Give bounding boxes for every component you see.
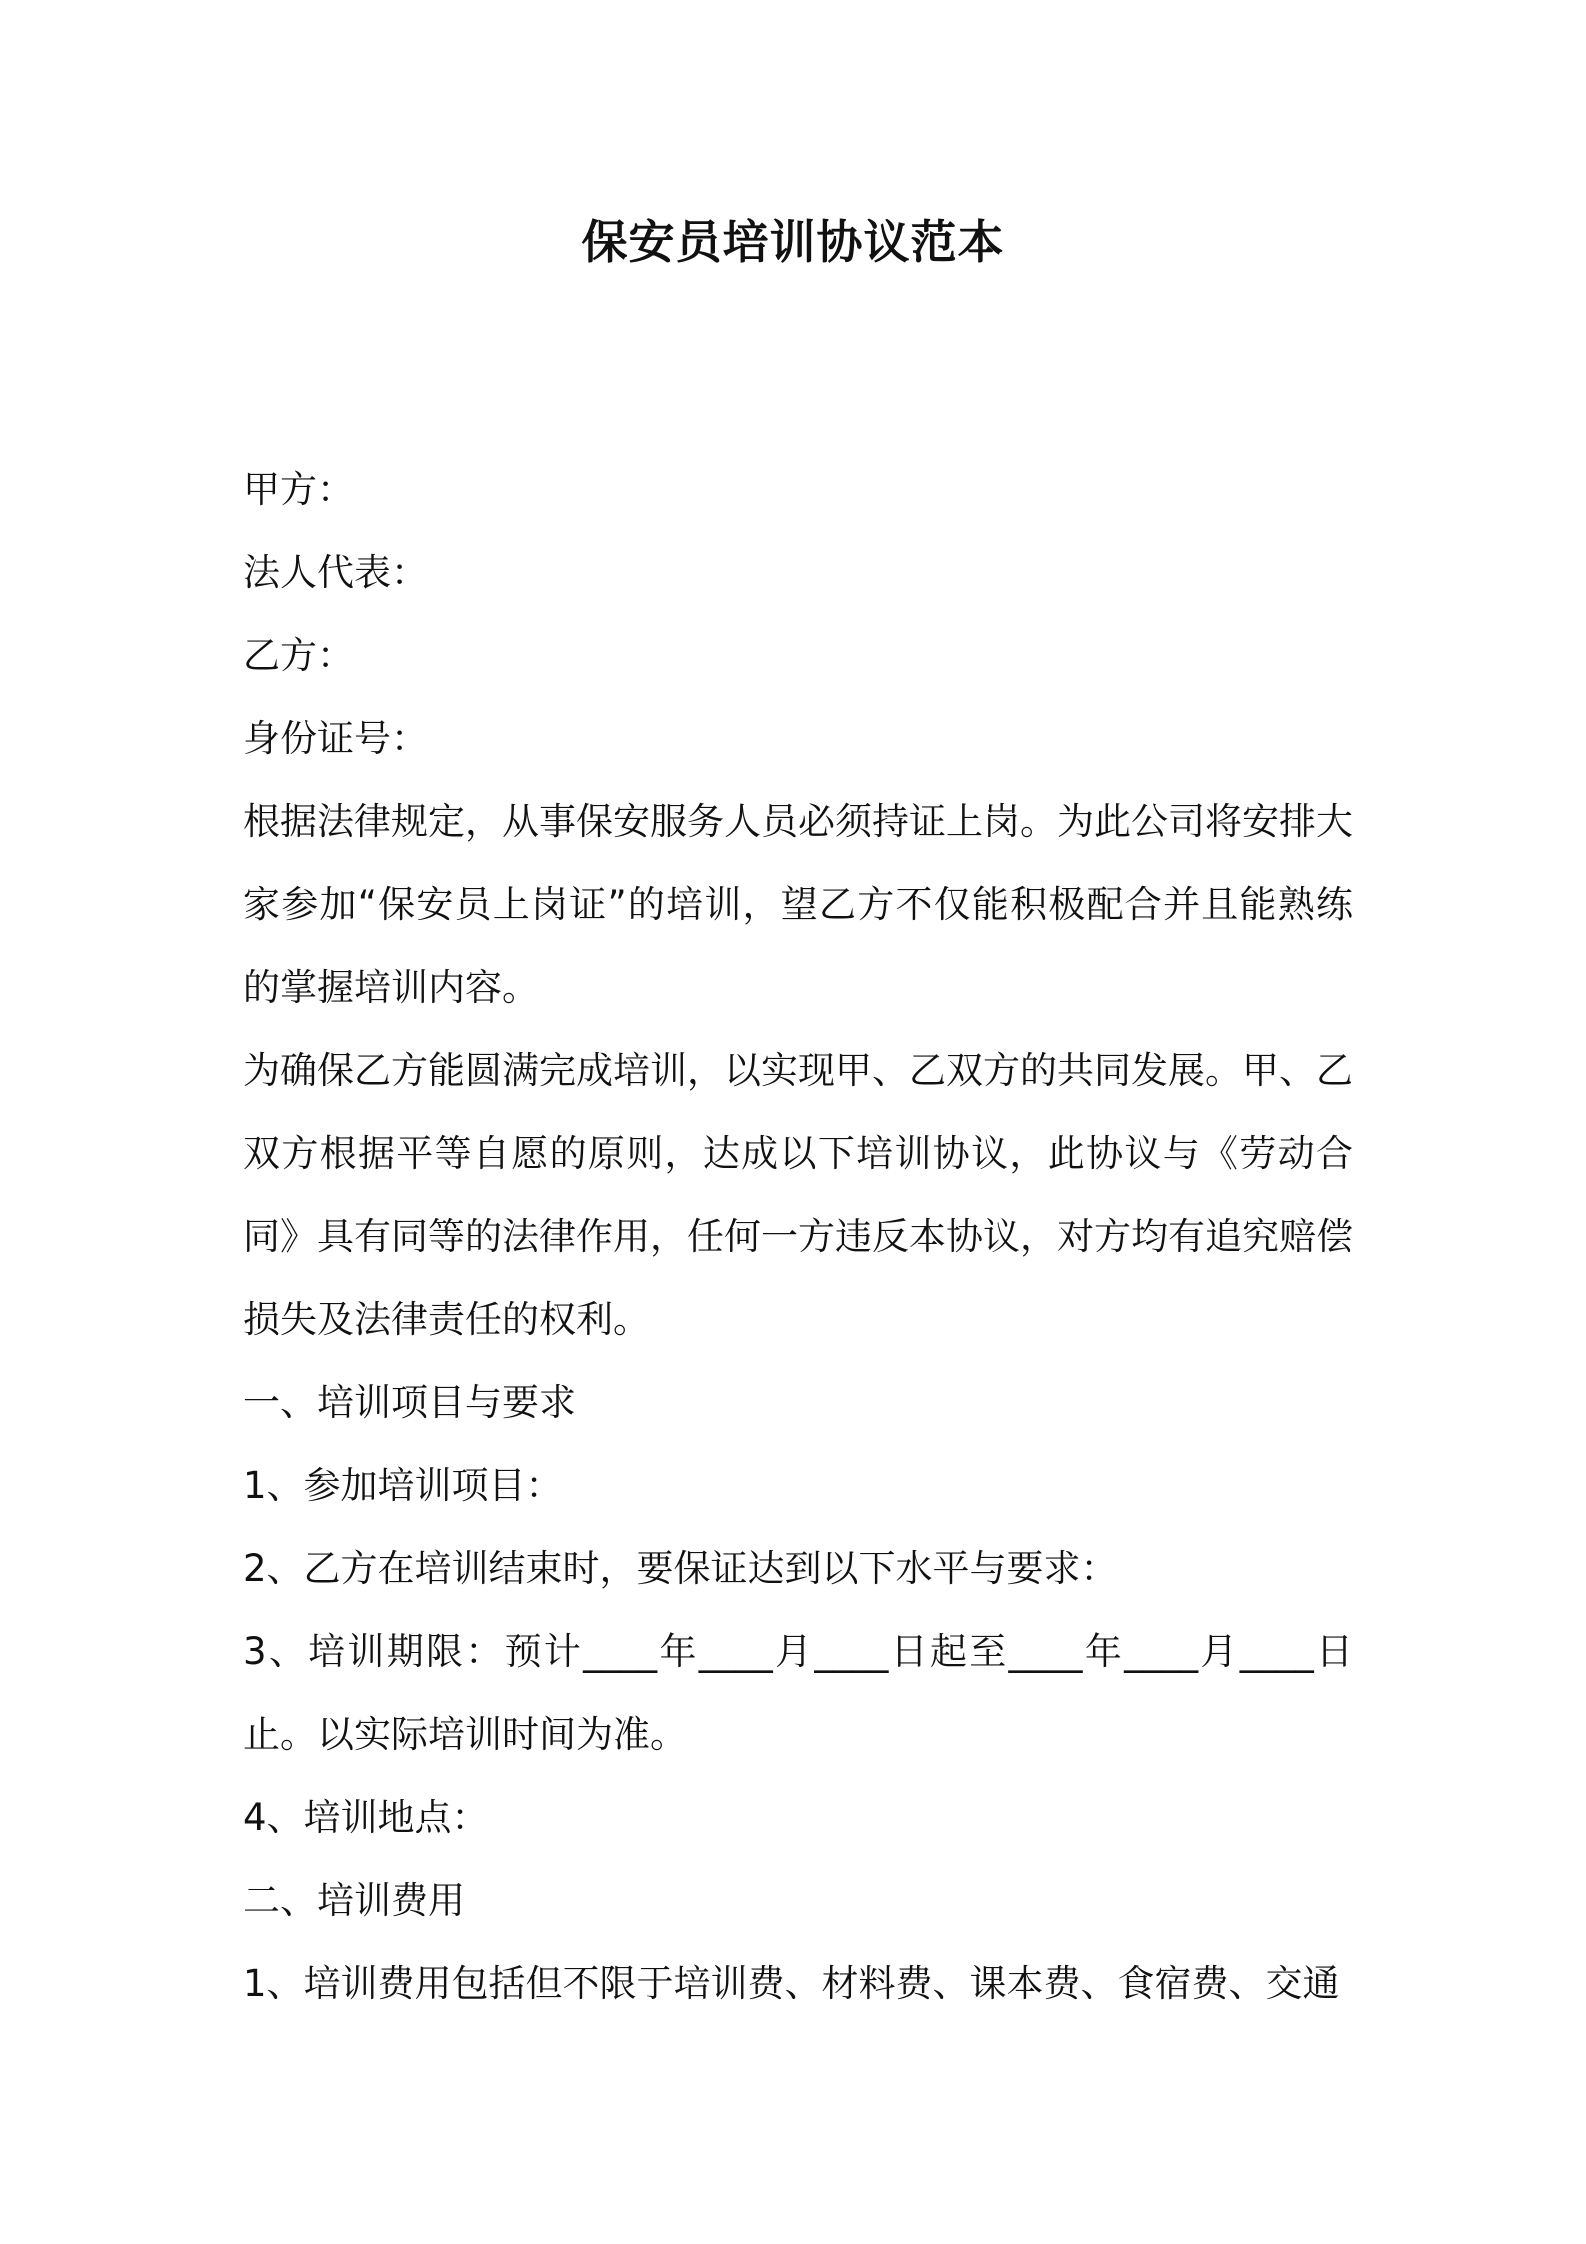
party-b-field: 乙方： xyxy=(243,634,354,677)
party-a-field: 甲方： xyxy=(243,468,354,511)
section-2-heading: 二、培训费用 xyxy=(243,1879,465,1922)
id-number-field: 身份证号： xyxy=(243,717,428,760)
legal-rep-field: 法人代表： xyxy=(243,551,428,594)
section-2-item-1: 1、培训费用包括但不限于培训费、材料费、课本费、食宿费、交通 xyxy=(243,1962,1340,2005)
section-1-item-4: 4、培训地点： xyxy=(243,1796,489,1839)
section-1-item-3: 3、培训期限：预计____年____月____日起至____年____月____日止。以实际培训时间为准。 xyxy=(243,1630,1353,1756)
document-title: 保安员培训协议范本 xyxy=(581,215,1005,269)
section-1-heading: 一、培训项目与要求 xyxy=(243,1381,576,1424)
document-body xyxy=(243,448,1353,2025)
section-1-item-1: 1、参加培训项目： xyxy=(243,1464,563,1507)
intro-paragraph-2: 为确保乙方能圆满完成培训，以实现甲、乙双方的共同发展。甲、乙双方根据平等自愿的原则，达成以下培训协议，此协议与《劳动合同》具有同等的法律作用，任何一方违反本协议，对方均有追究赔偿损失及法律责任的权利。 xyxy=(243,1049,1353,1341)
section-1-item-2: 2、乙方在培训结束时，要保证达到以下水平与要求： xyxy=(243,1547,1118,1590)
intro-paragraph-1: 根据法律规定，从事保安服务人员必须持证上岗。为此公司将安排大家参加“保安员上岗证”的培训，望乙方不仅能积极配合并且能熟练的掌握培训内容。 xyxy=(243,800,1353,1009)
